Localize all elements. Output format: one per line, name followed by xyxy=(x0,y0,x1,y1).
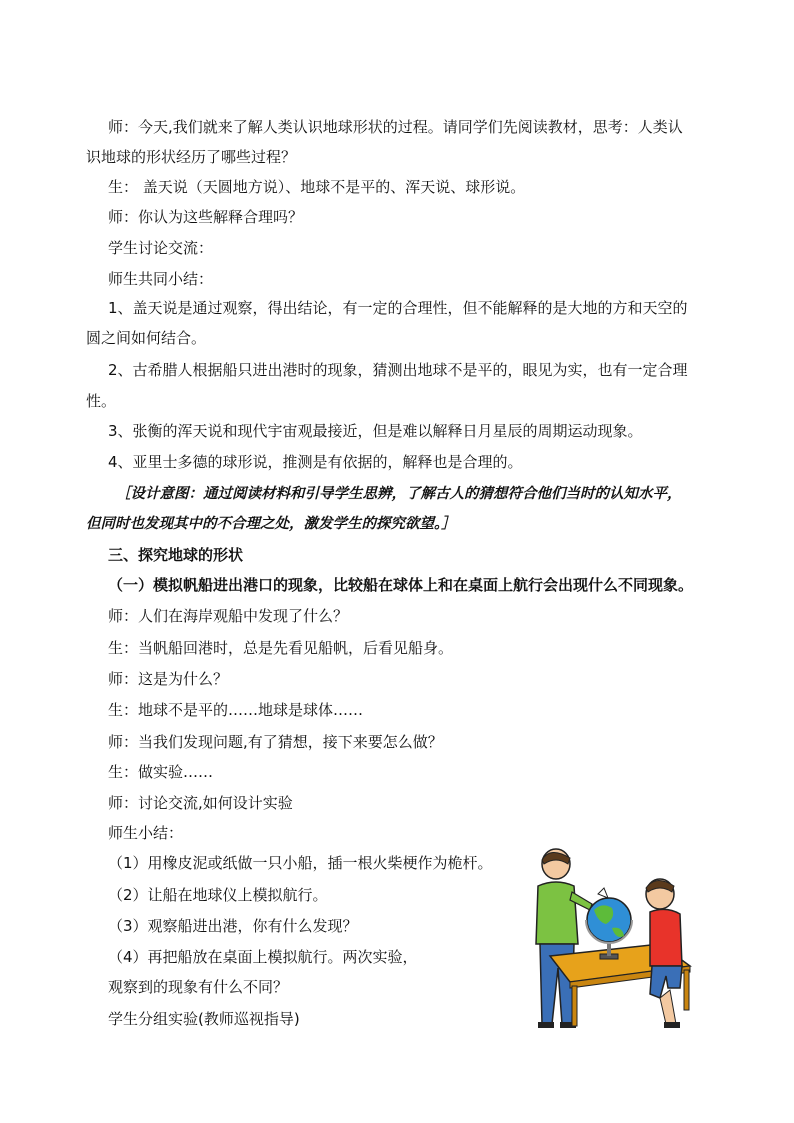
paragraph-teacher-intro-2: 识地球的形状经历了哪些过程？ xyxy=(86,148,297,166)
closing-line: 学生分组实验(教师巡视指导) xyxy=(108,1010,300,1028)
summary2-title: 师生小结： xyxy=(108,824,184,842)
paragraph-summary-title: 师生共同小结： xyxy=(108,270,214,288)
dialog-a3: 生：做实验…… xyxy=(108,763,214,781)
dialog-a2: 生：地球不是平的……地球是球体…… xyxy=(108,701,364,719)
summary-item-3: 3、张衡的浑天说和现代宇宙观最接近，但是难以解释日月星辰的周期运动现象。 xyxy=(108,422,643,440)
subsection-heading: （一）模拟帆船进出港口的现象，比较船在球体上和在桌面上航行会出现什么不同现象。 xyxy=(108,576,694,594)
dialog-q2: 师：这是为什么？ xyxy=(108,670,229,688)
right-child-figure xyxy=(646,879,682,1028)
dialog-q3: 师：当我们发现问题,有了猜想，接下来要怎么做？ xyxy=(108,733,443,751)
dialog-q4: 师：讨论交流,如何设计实验 xyxy=(108,794,293,812)
step-2: （2）让船在地球仪上模拟航行。 xyxy=(108,886,328,904)
paragraph-discussion: 学生讨论交流： xyxy=(108,239,214,257)
design-intent-1: ［设计意图：通过阅读材料和引导学生思辨，了解古人的猜想符合他们当时的认知水平， xyxy=(116,485,682,502)
summary-item-2a: 2、古希腊人根据船只进出港时的现象，猜测出地球不是平的，眼见为实，也有一定合理 xyxy=(108,361,688,379)
paragraph-student-answer: 生： 盖天说（天圆地方说）、地球不是平的、浑天说、球形说。 xyxy=(108,178,526,196)
step-1: （1）用橡皮泥或纸做一只小船，插一根火柴梗作为桅杆。 xyxy=(108,854,493,872)
paragraph-teacher-intro-1: 师：今天,我们就来了解人类认识地球形状的过程。请同学们先阅读教材，思考：人类认 xyxy=(108,118,683,136)
dialog-q1: 师：人们在海岸观船中发现了什么？ xyxy=(108,607,349,625)
paragraph-teacher-question: 师：你认为这些解释合理吗？ xyxy=(108,208,304,226)
summary-item-4: 4、亚里士多德的球形说，推测是有依据的，解释也是合理的。 xyxy=(108,453,523,471)
summary-item-2b: 性。 xyxy=(86,392,117,410)
section-heading: 三、探究地球的形状 xyxy=(108,546,244,564)
left-child-figure xyxy=(536,849,592,1028)
step-4-cont: 观察到的现象有什么不同？ xyxy=(108,978,289,996)
dialog-a1: 生：当帆船回港时，总是先看见船帆，后看见船身。 xyxy=(108,639,454,657)
summary-item-1a: 1、盖天说是通过观察，得出结论，有一定的合理性，但不能解释的是大地的方和天空的 xyxy=(108,299,688,317)
step-3: （3）观察船进出港，你有什么发现？ xyxy=(108,917,358,935)
step-4: （4）再把船放在桌面上模拟航行。两次实验， xyxy=(108,948,418,966)
summary-item-1b: 圆之间如何结合。 xyxy=(86,329,207,347)
experiment-illustration xyxy=(520,848,700,1030)
design-intent-2: 但同时也发现其中的不合理之处，激发学生的探究欲望。］ xyxy=(86,515,456,532)
